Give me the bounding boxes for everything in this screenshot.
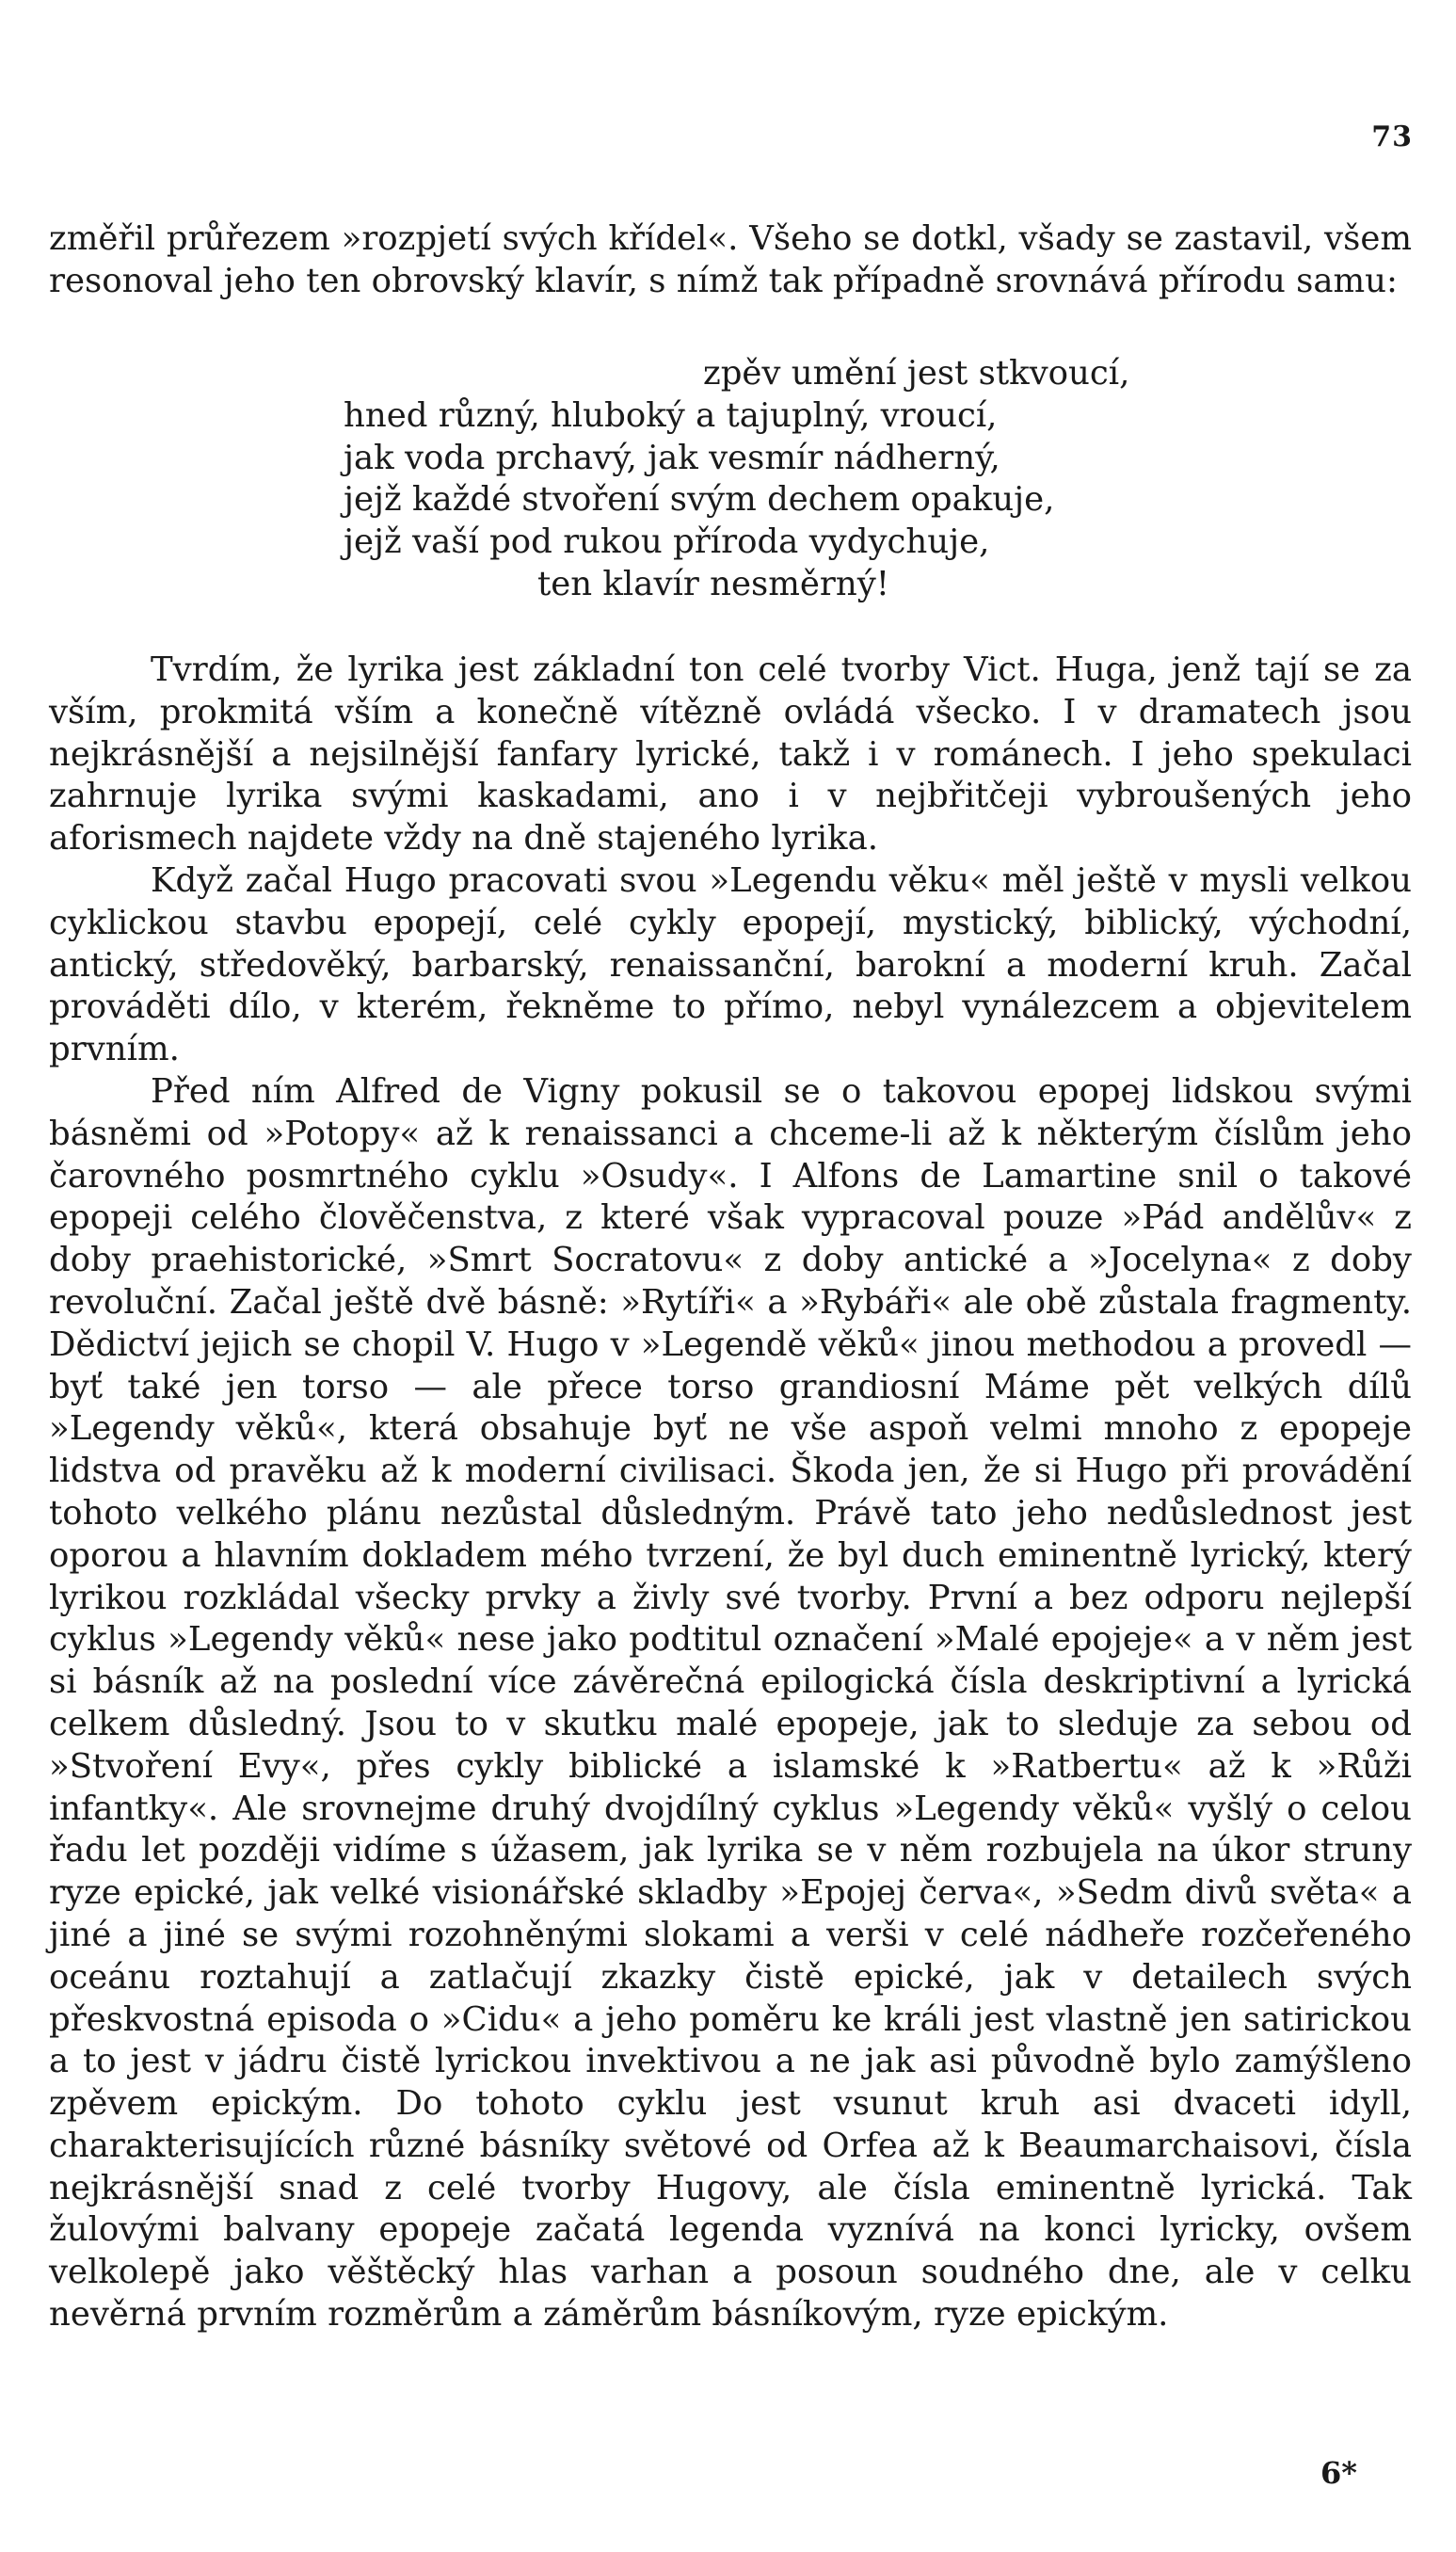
poem-verse: jak voda prchavý, jak vesmír nádherný, xyxy=(344,438,1000,477)
poem-verse: jejž vaší pod rukou příroda vydychuje, xyxy=(344,522,990,562)
opening-paragraph: změřil průřezem »rozpjetí svých křídel«. Všeho se dotkl, všady se zastavil, všem resonoval jeho ten obrovský klavír, s nímž tak případně srovnává přírodu samu: xyxy=(49,219,1412,300)
poem-verse: hned různý, hluboký a tajuplný, vroucí, xyxy=(344,395,998,435)
body-text xyxy=(49,650,1412,2336)
poem-quotation xyxy=(344,353,1129,606)
paragraph-lyrika: Tvrdím, že lyrika jest základní ton celé tvorby Vict. Huga, jenž tají se za vším, prokmitá vším a konečně vítězně ovládá všecko. I v dramatech jsou nejkrásnější a nejsilnější fanfary lyrické, takž i v románech. I jeho spekulaci zahrnuje lyrika svými kaskadami, ano i v nejbřitčeji vybroušených jeho aforismech najdete vždy na dně stajeného lyrika. xyxy=(49,650,1412,859)
paragraph-legenda: Když začal Hugo pracovati svou »Legendu věku« měl ještě v mysli velkou cyklickou stavbu epopejí, celé cykly epopejí, mystický, biblický, východní, antický, středověký, barbarský, renaissanční, barokní a moderní kruh. Začal prováděti dílo, v kterém, řekněme to přímo, nebyl vynálezcem a objevitelem prvním. xyxy=(49,860,1412,1069)
signature-mark: 6* xyxy=(1320,2455,1357,2491)
poem-verse: jejž každé stvoření svým dechem opakuje, xyxy=(344,480,1055,520)
poem-verse: ten klavír nesměrný! xyxy=(537,564,890,603)
poem-verse: zpěv umění jest stkvoucí, xyxy=(703,354,1130,393)
paragraph-vigny: Před ním Alfred de Vigny pokusil se o takovou epopej lidskou svými básněmi od »Potopy« až k renaissanci a chceme-li až k některým číslům jeho čarovného posmrtného cyklu »Osudy«. I Alfons de Lamartine snil o takové epopeji celého člověčenstva, z které však vypracoval pouze »Pád andělův« z doby praehistorické, »Smrt Socratovu« z doby antické a »Jocelyna« z doby revoluční. Začal ještě dvě básně: »Rytíři« a »Rybáři« ale obě zůstala fragmenty. Dědictví jejich se chopil V. Hugo v »Legendě věků« jinou methodou a provedl — byť také jen torso — ale přece torso grandiosní Máme pět velkých dílů »Legendy věků«, která obsahuje byť ne vše aspoň velmi mnoho z epopeje lidstva od pravěku až k moderní civilisaci. Škoda jen, že si Hugo při provádění tohoto velkého plánu nezůstal důsledným. Právě tato jeho nedůslednost jest oporou a hlavním dokladem mého tvrzení, že byl duch eminentně lyrický, který lyrikou rozkládal všecky prvky a živly své tvorby. První a bez odporu nejlepší cyklus »Legendy věků« nese jako podtitul označení »Malé epojeje« a v něm jest si básník až na poslední více závěrečná epilogická čísla deskriptivní a lyrická celkem důsledný. Jsou to v skutku malé epopeje, jak to sleduje za sebou od »Stvoření Evy«, přes cykly biblické a islamské k »Ratbertu« až k »Růži infantky«. Ale srovnejme druhý dvojdílný cyklus »Legendy věků« vyšlý o celou řadu let později vidíme s úžasem, jak lyrika se v něm rozbujela na úkor struny ryze epické, jak velké visionářské skladby »Epojej červa«, »Sedm divů světa« a jiné a jiné se svými rozohněnými slokami a verši v celé nádheře rozčeřeného oceánu roztahují a zatlačují zkazky čistě epické, jak v detailech svých přeskvostná episoda o »Cidu« a jeho poměru ke králi jest vlastně jen satirickou a to jest v jádru čistě lyrickou invektivou a ne jak asi původně bylo zamýšleno zpěvem epickým. Do tohoto cyklu jest vsunut kruh asi dvaceti idyll, charakterisujících různé básníky světové od Orfea až k Beaumarchaisovi, čísla nejkrásnější snad z celé tvorby Hugovy, ale čísla eminentně lyrická. Tak žulovými balvany epopeje začatá legenda vyznívá na konci lyricky, ovšem velkolepě jako věštěcký hlas varhan a posoun soudného dne, ale v celku nevěrná prvním rozměrům a záměrům básníkovým, ryze epickým. xyxy=(49,1071,1412,2335)
opening-paragraph-block xyxy=(49,218,1412,303)
page-number: 73 xyxy=(1371,120,1413,153)
